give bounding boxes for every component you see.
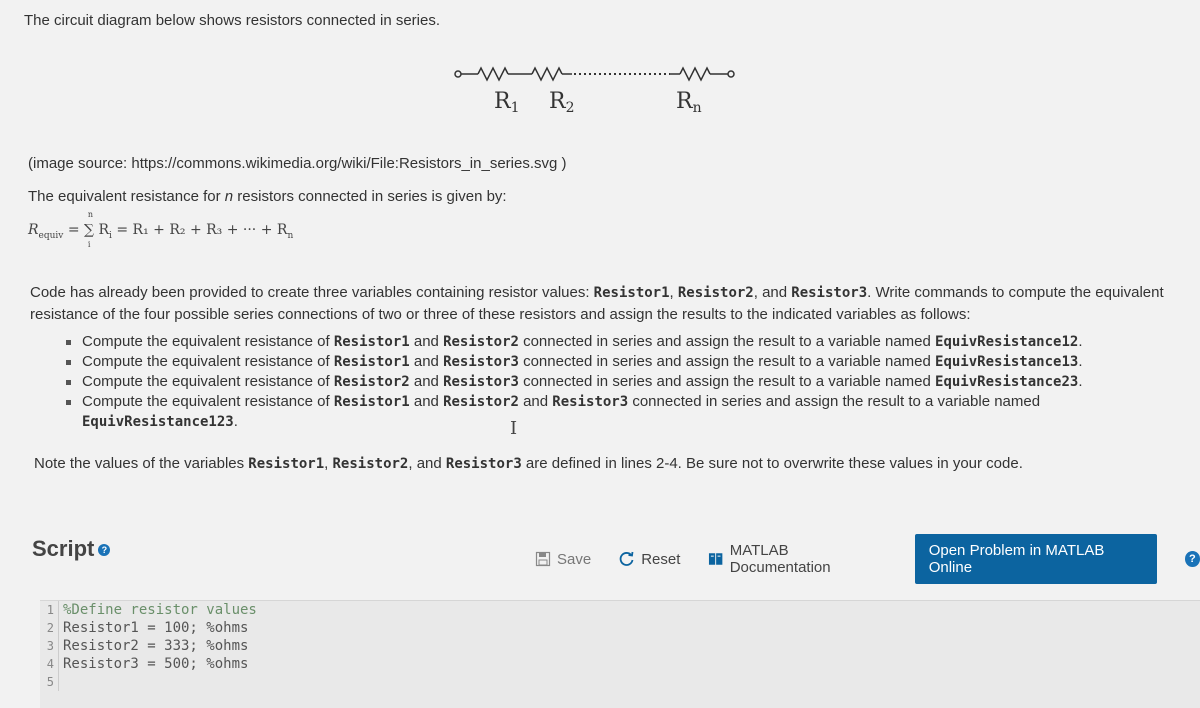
intro-text: The circuit diagram below shows resistors connected in series. bbox=[24, 12, 441, 29]
resistor-label-r2: R2 bbox=[549, 89, 575, 116]
code-line[interactable] bbox=[40, 637, 1200, 655]
task-description: Code has already been provided to create three variables containing resistor values: Resistor1, Resistor2, and Resistor3. Write commands to compute the equivalent resistance of the four possible series connections of two or three of these resistors and assign the results to the indicated variables as follows: bbox=[30, 284, 1164, 323]
book-icon bbox=[708, 552, 723, 566]
save-icon bbox=[535, 551, 551, 567]
list-item: Compute the equivalent resistance of Resistor1 and Resistor3 connected in series and assign the result to a variable named EquivResistance13. bbox=[62, 352, 1172, 372]
code-line[interactable] bbox=[40, 655, 1200, 673]
script-toolbar bbox=[535, 542, 1200, 576]
help-icon[interactable]: ? bbox=[1185, 551, 1200, 567]
code-text[interactable] bbox=[58, 673, 63, 691]
series-circuit-diagram bbox=[452, 58, 752, 122]
matlab-documentation-link[interactable] bbox=[708, 542, 886, 576]
code-text[interactable]: %Define resistor values bbox=[58, 601, 257, 619]
image-source-caption: (image source: https://commons.wikimedia.org/wiki/File:Resistors_in_series.svg ) bbox=[28, 155, 567, 172]
series-resistance-formula: $R_{equiv}$ n = ∑ $R_i$ i = R₁ + R₂ + R₃ + ··· + $R_n$ bbox=[28, 210, 294, 249]
list-item: Compute the equivalent resistance of Resistor1 and Resistor2 connected in series and assign the result to a variable named EquivResistance12. bbox=[62, 332, 1172, 352]
code-line[interactable] bbox=[40, 673, 1200, 691]
resistor-label-r1: R1 bbox=[494, 89, 520, 116]
note-text: Note the values of the variables Resistor1, Resistor2, and Resistor3 are defined in lines 2-4. Be sure not to overwrite these values in your code. bbox=[34, 455, 1023, 472]
code-editor[interactable] bbox=[40, 600, 1200, 708]
line-number: 5 bbox=[46, 675, 54, 689]
list-item: Compute the equivalent resistance of Resistor2 and Resistor3 connected in series and assign the result to a variable named EquivResistance23. bbox=[62, 372, 1172, 392]
code-text[interactable]: Resistor1 = 100; %ohms bbox=[58, 619, 248, 637]
text-cursor-icon: I bbox=[510, 418, 518, 439]
reset-icon bbox=[619, 551, 635, 567]
code-line[interactable] bbox=[40, 601, 1200, 619]
list-item: Compute the equivalent resistance of Resistor1 and Resistor2 and Resistor3 connected in series and assign the result to a variable named EquivResistance123. bbox=[62, 392, 1172, 432]
reset-button[interactable] bbox=[619, 551, 680, 568]
documentation-label: MATLAB Documentation bbox=[729, 542, 831, 576]
code-line[interactable] bbox=[40, 619, 1200, 637]
line-number: 4 bbox=[46, 657, 54, 671]
reset-label: Reset bbox=[641, 550, 681, 568]
script-heading: Script ? bbox=[32, 536, 110, 562]
instruction-list bbox=[62, 332, 1172, 432]
help-icon[interactable]: ? bbox=[98, 544, 110, 556]
line-number: 2 bbox=[46, 621, 54, 635]
code-text[interactable]: Resistor2 = 333; %ohms bbox=[58, 637, 248, 655]
resistor-label-rn: Rn bbox=[676, 89, 702, 116]
save-label: Save bbox=[557, 550, 592, 568]
equivalent-resistance-text: The equivalent resistance for n resistors connected in series is given by: bbox=[28, 188, 507, 205]
save-button[interactable] bbox=[535, 551, 591, 568]
code-text[interactable]: Resistor3 = 500; %ohms bbox=[58, 655, 248, 673]
open-matlab-online-button[interactable]: Open Problem in MATLAB Online bbox=[915, 534, 1157, 584]
line-number: 3 bbox=[46, 639, 54, 653]
line-number: 1 bbox=[46, 603, 54, 617]
